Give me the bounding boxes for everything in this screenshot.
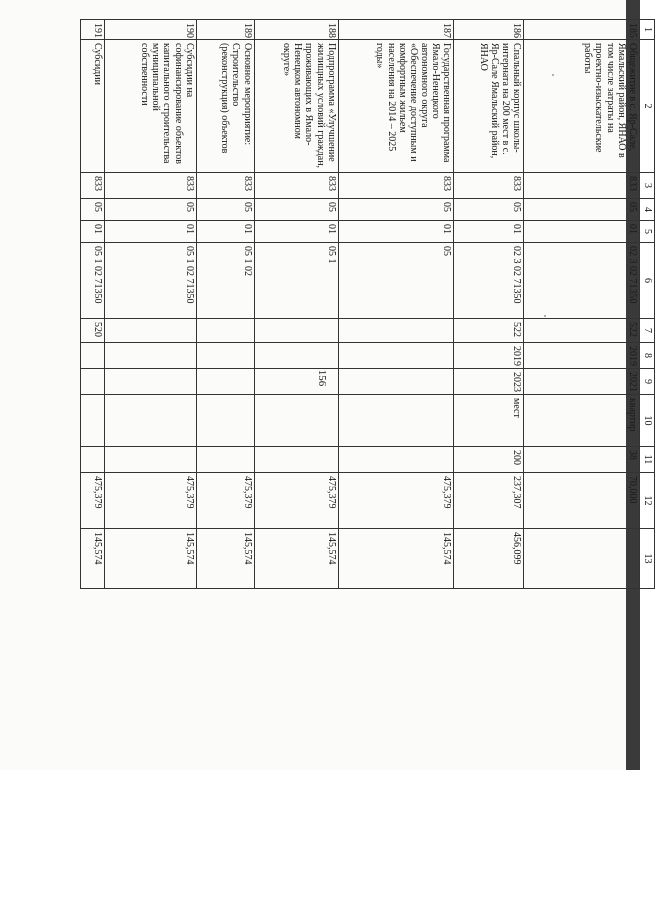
cell-description: Общежитие в с. Яр-Сале, Ямальский район, ЯНАО в том числе затраты на проектно-изыскательские работы: [524, 40, 640, 173]
cell-unit: [196, 395, 254, 447]
page-number: 156: [316, 369, 328, 387]
cell-end-year: 2021: [524, 369, 640, 395]
cell-target-article: 05 1: [254, 243, 338, 319]
cell-code: 833: [81, 173, 105, 199]
cell-section: 05: [338, 199, 454, 221]
table-row: [196, 20, 254, 589]
cell-code: 833: [454, 173, 524, 199]
table-row: [338, 20, 454, 589]
cell-description: Субсидии: [81, 40, 105, 173]
header-cell: 2: [640, 40, 655, 173]
cell-unit: [81, 395, 105, 447]
cell-expense-type: 522: [524, 319, 640, 343]
cell-target-article: 05: [338, 243, 454, 319]
cell-start-year: [105, 343, 197, 369]
cell-target-article: 05 1 02 71350: [105, 243, 197, 319]
cell-start-year: [338, 343, 454, 369]
cell-subsection: 01: [81, 221, 105, 243]
cell-amount-1: 475,379: [105, 473, 197, 529]
cell-capacity: 38: [524, 447, 640, 473]
header-cell: 3: [640, 173, 655, 199]
header-cell: 7: [640, 319, 655, 343]
header-cell: 6: [640, 243, 655, 319]
cell-amount-2: [524, 529, 640, 589]
cell-description: Основное мероприятие: Строительство (реконструкция) объектов: [196, 40, 254, 173]
cell-target-article: 05 1 02: [196, 243, 254, 319]
table-body: [81, 20, 640, 589]
header-row: [640, 20, 655, 589]
cell-end-year: [81, 369, 105, 395]
cell-amount-2: 145,574: [338, 529, 454, 589]
header-cell: 12: [640, 473, 655, 529]
cell-code: 833: [338, 173, 454, 199]
cell-subsection: 01: [105, 221, 197, 243]
cell-end-year: [105, 369, 197, 395]
cell-expense-type: [105, 319, 197, 343]
cell-capacity: [196, 447, 254, 473]
cell-subsection: 01: [454, 221, 524, 243]
cell-start-year: [196, 343, 254, 369]
header-cell: 10: [640, 395, 655, 447]
cell-amount-1: 475,379: [196, 473, 254, 529]
header-cell: 13: [640, 529, 655, 589]
cell-expense-type: [338, 319, 454, 343]
cell-capacity: [105, 447, 197, 473]
cell-code: 833: [524, 173, 640, 199]
cell-target-article: 02 3 02 71350: [454, 243, 524, 319]
cell-code: 833: [254, 173, 338, 199]
header-cell: 5: [640, 221, 655, 243]
cell-amount-1: 475,379: [254, 473, 338, 529]
cell-description: Спальный корпус школы-интерната на 200 мест в с. Яр-Сале Ямальский район, ЯНАО: [454, 40, 524, 173]
cell-unit: квартир: [524, 395, 640, 447]
cell-row-number: 187: [338, 20, 454, 40]
cell-amount-2: 145,574: [254, 529, 338, 589]
header-cell: 9: [640, 369, 655, 395]
cell-amount-1: 475,379: [338, 473, 454, 529]
cell-row-number: 186: [454, 20, 524, 40]
cell-row-number: 185: [524, 20, 640, 40]
cell-expense-type: [196, 319, 254, 343]
cell-amount-2: 456,099: [454, 529, 524, 589]
budget-table: [80, 19, 655, 589]
scan-speck: [544, 315, 546, 317]
table-row: [254, 20, 338, 589]
cell-end-year: 2023: [454, 369, 524, 395]
table-row: [105, 20, 197, 589]
cell-amount-1: 237,307: [454, 473, 524, 529]
cell-target-article: 02 3 02 71350: [524, 243, 640, 319]
cell-subsection: 01: [338, 221, 454, 243]
header-cell: 8: [640, 343, 655, 369]
cell-end-year: [196, 369, 254, 395]
header-cell: 11: [640, 447, 655, 473]
header-cell: 4: [640, 199, 655, 221]
rotated-table-area: [80, 19, 655, 568]
cell-capacity: [254, 447, 338, 473]
cell-amount-2: 145,574: [105, 529, 197, 589]
header-cell: 1: [640, 20, 655, 40]
cell-expense-type: 522: [454, 319, 524, 343]
cell-row-number: 189: [196, 20, 254, 40]
cell-section: 05: [105, 199, 197, 221]
cell-expense-type: [254, 319, 338, 343]
table-row: [524, 20, 640, 589]
cell-capacity: 200: [454, 447, 524, 473]
cell-start-year: 2019: [454, 343, 524, 369]
cell-subsection: 01: [196, 221, 254, 243]
cell-amount-2: 145,574: [196, 529, 254, 589]
cell-capacity: [338, 447, 454, 473]
cell-expense-type: 520: [81, 319, 105, 343]
cell-row-number: 188: [254, 20, 338, 40]
cell-section: 05: [81, 199, 105, 221]
table-row: [81, 20, 105, 589]
cell-start-year: 2019: [524, 343, 640, 369]
table-row: [454, 20, 524, 589]
cell-end-year: [338, 369, 454, 395]
cell-start-year: [81, 343, 105, 369]
cell-unit: [105, 395, 197, 447]
cell-amount-1: 70,000: [524, 473, 640, 529]
cell-subsection: 01: [254, 221, 338, 243]
cell-section: 05: [254, 199, 338, 221]
cell-section: 05: [524, 199, 640, 221]
cell-section: 05: [454, 199, 524, 221]
cell-unit: мест: [454, 395, 524, 447]
cell-description: Подпрограмма «Улучшение жилищных условий граждан, проживающих в Ямало-Ненецком автономном округе»: [254, 40, 338, 173]
cell-code: 833: [196, 173, 254, 199]
cell-amount-2: 145,574: [81, 529, 105, 589]
cell-subsection: 01: [524, 221, 640, 243]
cell-description: Государственная программа Ямало-Ненецкого автономного округа «Обеспечение доступным и комфортным жильем населения на 2014 – 2025 годы»: [338, 40, 454, 173]
cell-row-number: 190: [105, 20, 197, 40]
cell-amount-1: 475,379: [81, 473, 105, 529]
cell-row-number: 191: [81, 20, 105, 40]
cell-description: Субсидии на софинансирование объектов капитального строительства муниципальной собственности: [105, 40, 197, 173]
cell-capacity: [81, 447, 105, 473]
cell-target-article: 05 1 02 71350: [81, 243, 105, 319]
cell-start-year: [254, 343, 338, 369]
cell-code: 833: [105, 173, 197, 199]
cell-end-year: [254, 369, 338, 395]
scan-speck: [552, 74, 554, 76]
cell-section: 05: [196, 199, 254, 221]
cell-unit: [254, 395, 338, 447]
cell-unit: [338, 395, 454, 447]
